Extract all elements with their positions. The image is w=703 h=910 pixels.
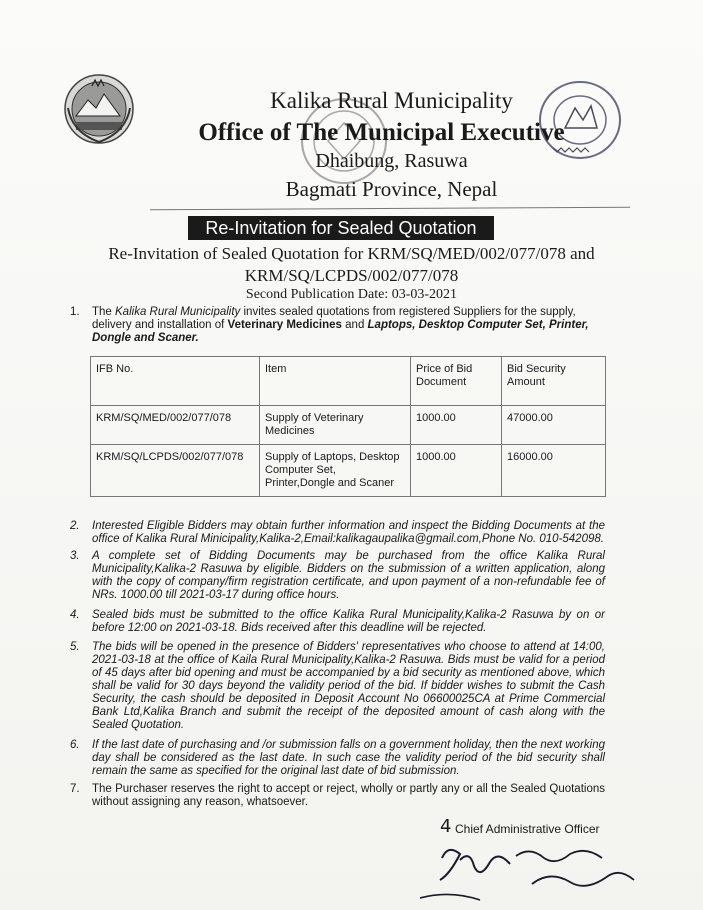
- signatory-title: Chief Administrative Officer: [455, 822, 600, 836]
- clause-5: [70, 641, 605, 732]
- municipality-name: Kalika Rural Municipality: [270, 88, 513, 113]
- table-cell: 1000.00: [411, 445, 502, 497]
- clause-text: The Purchaser reserves the right to accept or reject, wholly or partly any or all the Sealed Quotations without assigning any reason, whatsoever.: [92, 783, 605, 808]
- clause-7: [70, 783, 605, 809]
- office-name: Office of The Municipal Executive: [198, 119, 565, 146]
- clause-number: 7.: [70, 783, 80, 795]
- header-divider: [150, 207, 630, 211]
- notice-title: Re-Invitation for Sealed Quotation: [188, 216, 494, 240]
- province-line: Bagmati Province, Nepal: [285, 177, 498, 201]
- column-header: Bid Security Amount: [502, 357, 606, 406]
- table-cell: KRM/SQ/MED/002/077/078: [91, 406, 260, 445]
- table-cell: Supply of Veterinary Medicines: [260, 406, 411, 445]
- clause-3: [70, 550, 605, 602]
- table-cell: KRM/SQ/LCPDS/002/077/078: [91, 445, 260, 497]
- clause-text: The Kalika Rural Municipality invites sealed quotations from registered Suppliers for the supply, delivery and installation of Veterinary Medicines and Laptops, Desktop Computer Set, Printer, Dongle and Scaner.: [92, 306, 589, 344]
- clause-number: 5.: [70, 641, 80, 653]
- clause-number: 2.: [70, 520, 80, 532]
- clause-text: Sealed bids must be submitted to the office Kalika Rural Municipality,Kalika-2 Rasuwa by on or before 12:00 on 2021-03-18. Bids received after this deadline will be rejected.: [92, 609, 605, 634]
- clause-number: 4.: [70, 609, 80, 621]
- table-row: [91, 406, 606, 445]
- clause-text: The bids will be opened in the presence of Bidders' representatives who choose to attend at 14:00, 2021-03-18 at the office of Kaila Rural Municipality,Kalika-2 Rasuwa. Bids must be valid for a period of 45 days after bid opening and must be accompanied by a bid security as mentioned above, which shall be valid for 30 days beyond the validity period of the bid. If bidder wishes to submit the Cash Security, the cash should be deposited in Deposit Account No 06600025CA at Prime Commercial Bank Ltd,Kalika Branch and submit the receipt of the deposited amount of cash along with the Sealed Quotation.: [92, 641, 605, 731]
- table-cell: Supply of Laptops, Desktop Computer Set, Printer,Dongle and Scaner: [260, 445, 411, 497]
- bid-table: [90, 356, 606, 497]
- column-header: Item: [260, 357, 411, 406]
- clause-2: [70, 520, 605, 546]
- table-cell: 16000.00: [502, 445, 606, 497]
- clause-text: A complete set of Bidding Documents may be purchased from the office Kalika Rural Municipality,Kalika-2 Rasuwa by eligible. Bidders on the submission of a written application, along with the copy of company/firm registration certificate, and upon payment of a non-refundable fee of NRs. 1000.00 till 2021-03-17 during office hours.: [92, 550, 605, 601]
- clause-number: 3.: [70, 550, 80, 562]
- table-row: [91, 445, 606, 497]
- clause-text: Interested Eligible Bidders may obtain further information and inspect the Bidding Documents at the office of Kalika Rural Minicipality,Kalika-2,Email:kalikagaupalika@gmail.com,Phone No. 010-542098.: [92, 520, 605, 545]
- handwritten-signature: [420, 840, 650, 910]
- table-cell: 1000.00: [411, 406, 502, 445]
- office-address: Dhaibung, Rasuwa: [315, 150, 468, 172]
- publication-date: Second Publication Date: 03-03-2021: [245, 287, 458, 302]
- column-header: IFB No.: [91, 357, 260, 406]
- table-header-row: [91, 357, 606, 406]
- clause-4: [70, 609, 605, 635]
- clause-number: 6.: [70, 739, 80, 751]
- notice-subtitle-line1: Re-Invitation of Sealed Quotation for KRM/SQ/MED/002/077/078 and: [108, 244, 595, 263]
- column-header: Price of Bid Document: [411, 357, 502, 406]
- clause-1: [70, 306, 605, 345]
- clause-6: [70, 739, 605, 778]
- table-cell: 47000.00: [502, 406, 606, 445]
- clause-text: If the last date of purchasing and /or submission falls on a government holiday, then the next working day shall be considered as the last date. In such case the validity period of the bid security shall remain the same as specified for the original last date of bid submission.: [92, 739, 605, 777]
- notice-subtitle-line2: KRM/SQ/LCPDS/002/077/078: [244, 266, 459, 285]
- clause-number: 1.: [70, 306, 80, 318]
- handwritten-mark: 4: [440, 816, 452, 837]
